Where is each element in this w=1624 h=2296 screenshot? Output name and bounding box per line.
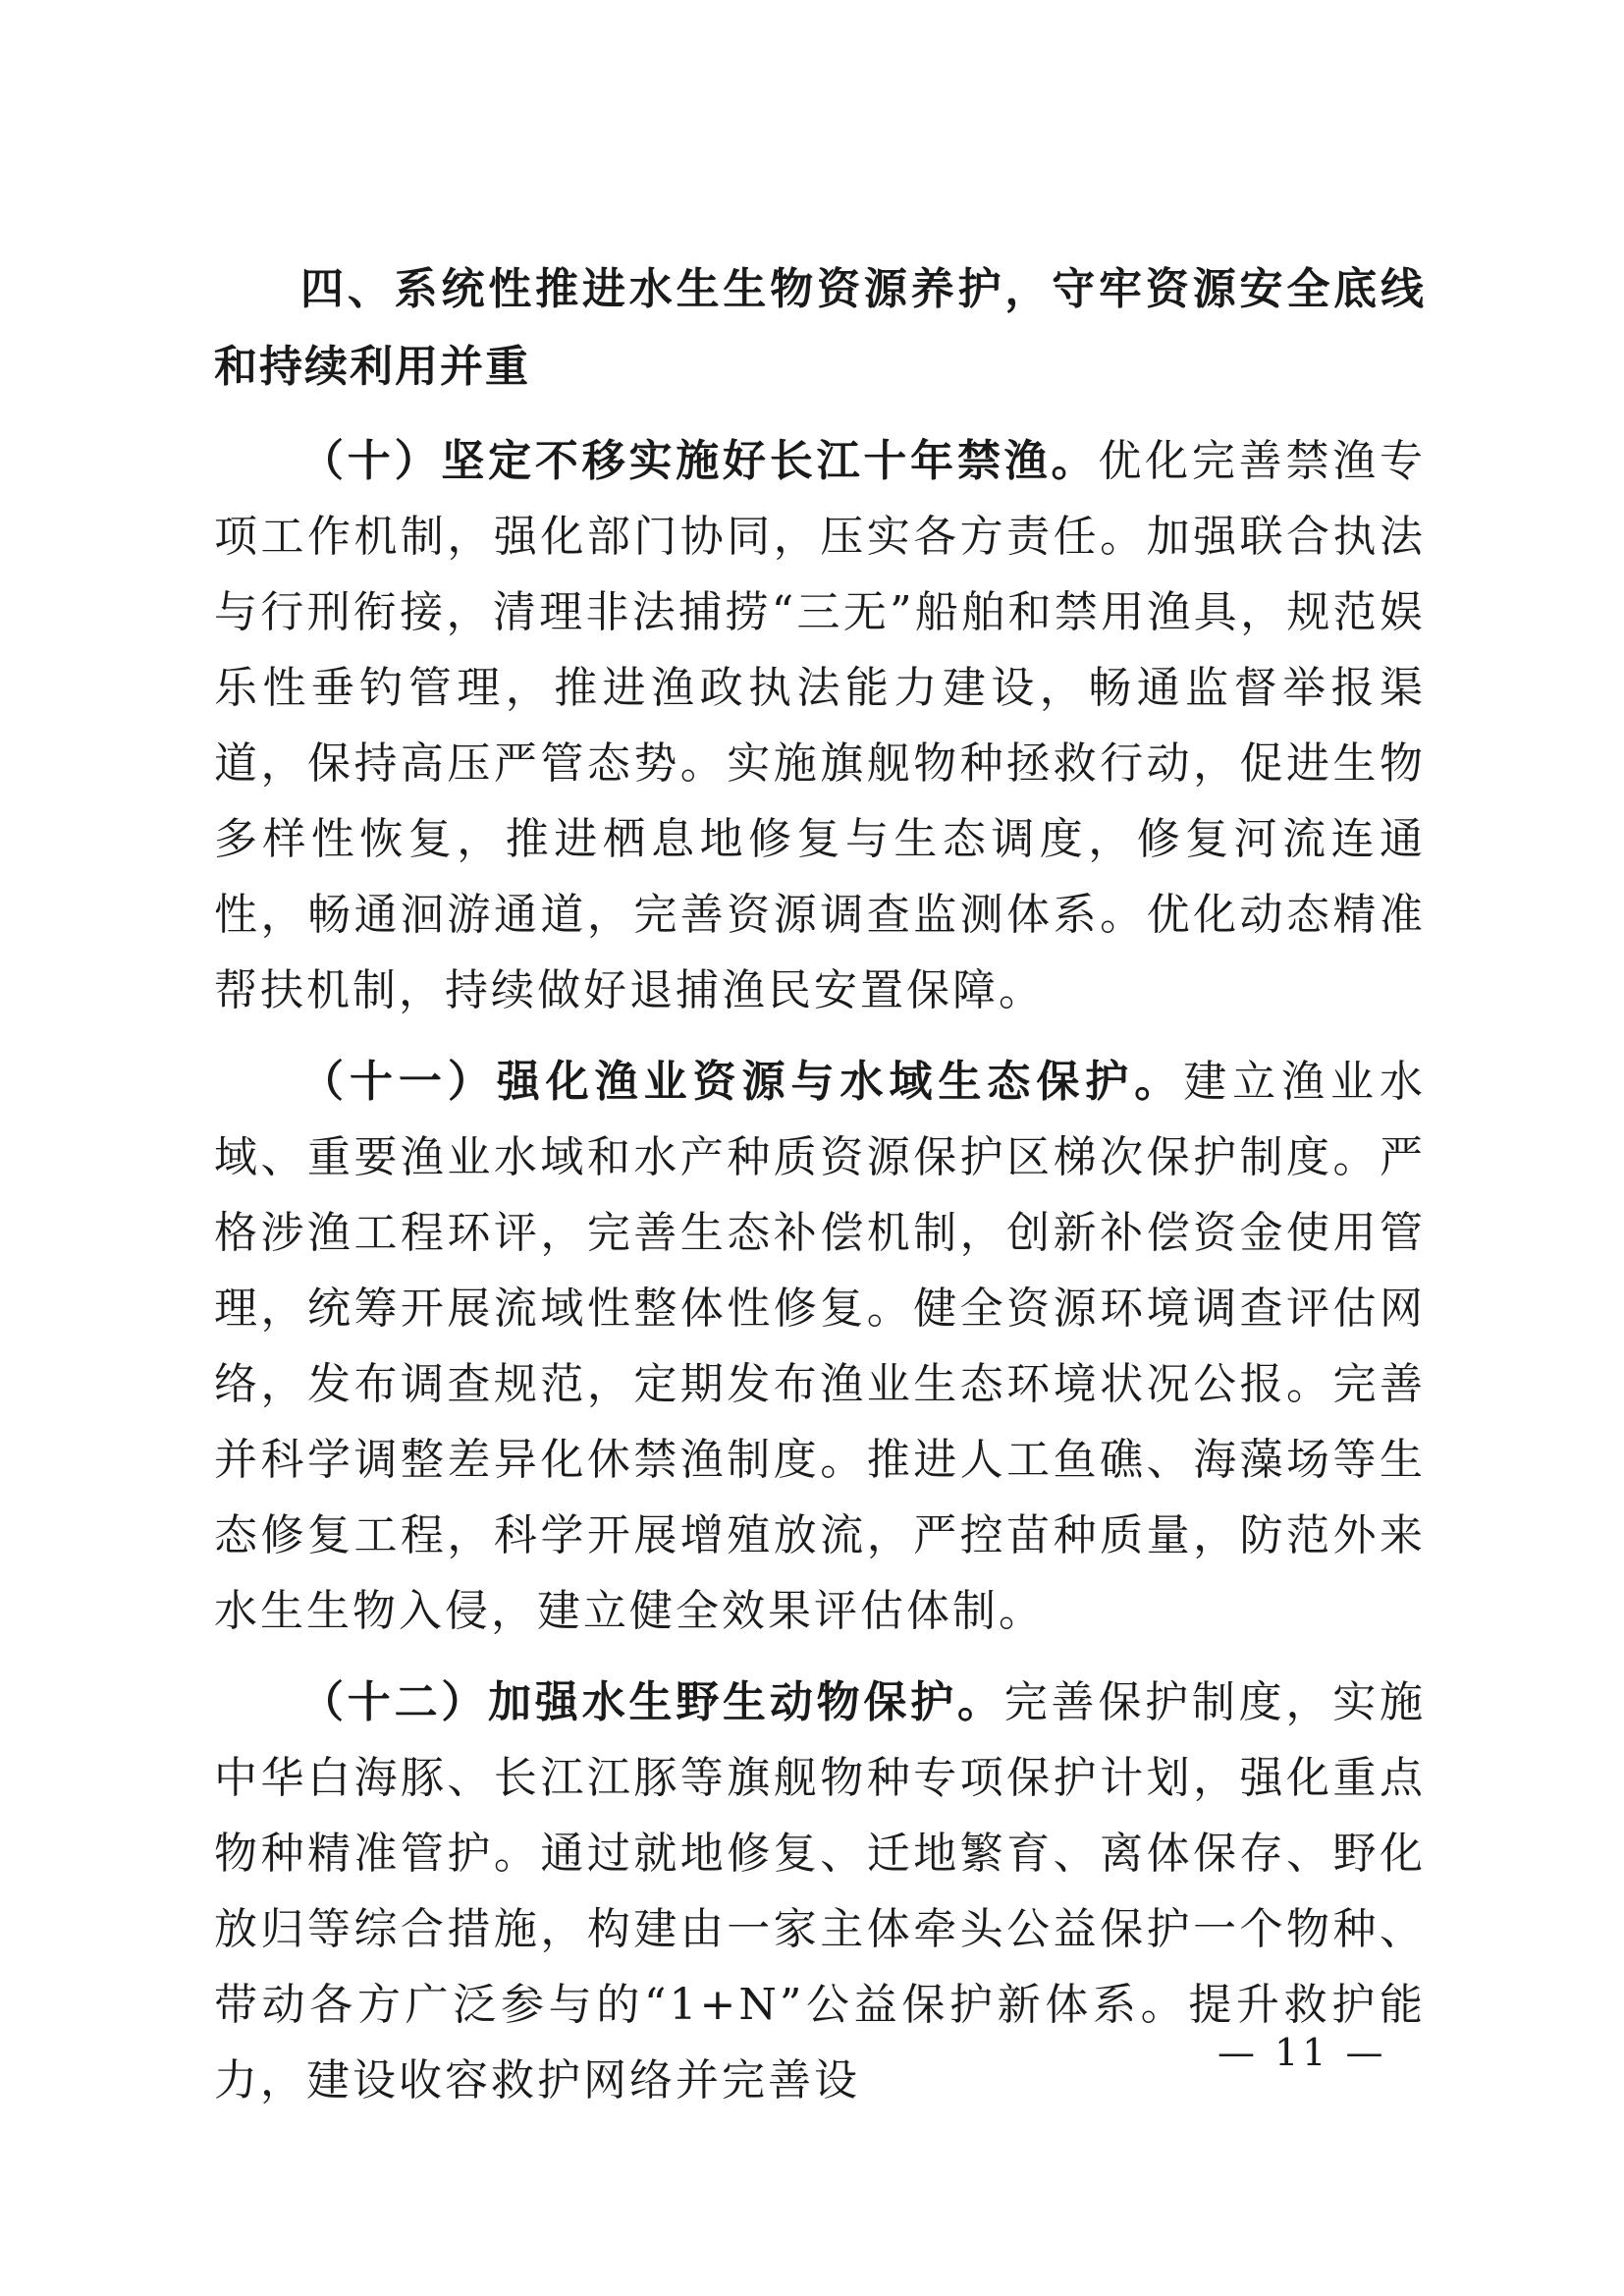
paragraph-lead: （十一）强化渔业资源与水域生态保护。	[300, 1057, 1184, 1107]
paragraph-text: 优化完善禁渔专项工作机制，强化部门协同，压实各方责任。加强联合执法与行刑衔接，清理非法捕捞“三无”船舶和禁用渔具，规范娱乐性垂钓管理，推进渔政执法能力建设，畅通监督举报渠道，保持高压严管态势。实施旗舰物种拯救行动，促进生物多样性恢复，推进栖息地修复与生态调度，修复河流连通性，畅通洄游通道，完善资源调查监测体系。优化动态精准帮扶机制，持续做好退捕渔民安置保障。	[214, 436, 1427, 1015]
paragraph-text: 建立渔业水域、重要渔业水域和水产种质资源保护区梯次保护制度。严格涉渔工程环评，完善生态补偿机制，创新补偿资金使用管理，统筹开展流域性整体性修复。健全资源环境调查评估网络，发布调查规范，定期发布渔业生态环境状况公报。完善并科学调整差异化休禁渔制度。推进人工鱼礁、海藻场等生态修复工程，科学开展增殖放流，严控苗种质量，防范外来水生生物入侵，建立健全效果评估体制。	[214, 1057, 1427, 1636]
paragraph-text: 完善保护制度，实施中华白海豚、长江江豚等旗舰物种专项保护计划，强化重点物种精准管护。通过就地修复、迁地繁育、离体保存、野化放归等综合措施，构建由一家主体牵头公益保护一个物种、带动各方广泛参与的“1+N”公益保护新体系。提升救护能力，建设收容救护网络并完善设	[214, 1677, 1427, 2105]
paragraph-lead: （十）坚定不移实施好长江十年禁渔。	[300, 436, 1099, 486]
section-heading: 四、系统性推进水生生物资源养护，守牢资源安全底线和持续利用并重	[214, 264, 1426, 392]
document-body	[214, 250, 1426, 2134]
page-number: — 11 —	[1218, 2031, 1387, 2074]
paragraph-10	[214, 423, 1426, 1028]
paragraph-lead: （十二）加强水生野生动物保护。	[300, 1677, 1004, 1727]
paragraph-11	[214, 1044, 1426, 1649]
